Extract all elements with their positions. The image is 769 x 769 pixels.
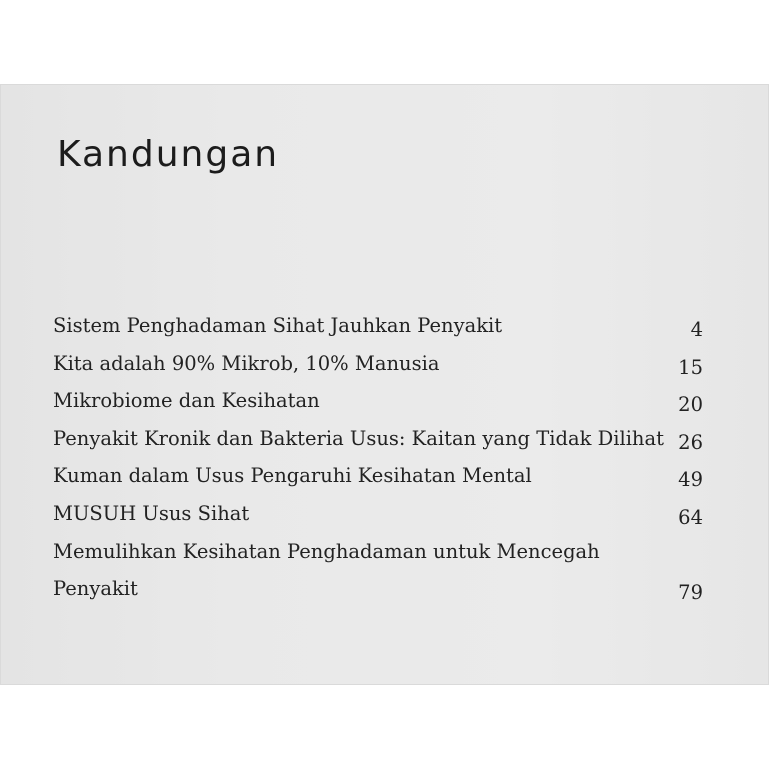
toc-page-number: 15	[678, 355, 703, 379]
toc-entry	[53, 307, 703, 345]
table-of-contents	[53, 307, 703, 608]
toc-entry-title: Sistem Penghadaman Sihat Jauhkan Penyakit	[53, 314, 503, 337]
toc-page-number: 4	[690, 318, 703, 341]
toc-page-number: 26	[678, 430, 703, 454]
toc-page-number: 64	[678, 505, 703, 529]
book-page	[0, 84, 769, 685]
toc-entry-title: Penyakit Kronik dan Bakteria Usus: Kaitan yang Tidak Dilihat	[53, 426, 664, 450]
toc-entry-title: Kuman dalam Usus Pengaruhi Kesihatan Mental	[53, 464, 532, 488]
toc-entry	[53, 533, 703, 608]
toc-entry	[53, 420, 703, 458]
toc-entry-title: Memulihkan Kesihatan Penghadaman untuk Mencegah Penyakit	[53, 539, 600, 601]
toc-entry	[53, 382, 703, 420]
toc-entry-title: Kita adalah 90% Mikrob, 10% Manusia	[53, 351, 440, 375]
toc-entry-title: MUSUH Usus Sihat	[53, 501, 250, 525]
toc-entry	[53, 495, 703, 533]
toc-page-number: 49	[678, 468, 703, 492]
toc-page-number: 79	[678, 581, 703, 605]
toc-entry	[53, 457, 703, 495]
toc-entry	[53, 345, 703, 383]
toc-entry-title: Mikrobiome dan Kesihatan	[53, 389, 320, 413]
page-title: Kandungan	[57, 134, 280, 175]
toc-page-number: 20	[678, 393, 703, 417]
